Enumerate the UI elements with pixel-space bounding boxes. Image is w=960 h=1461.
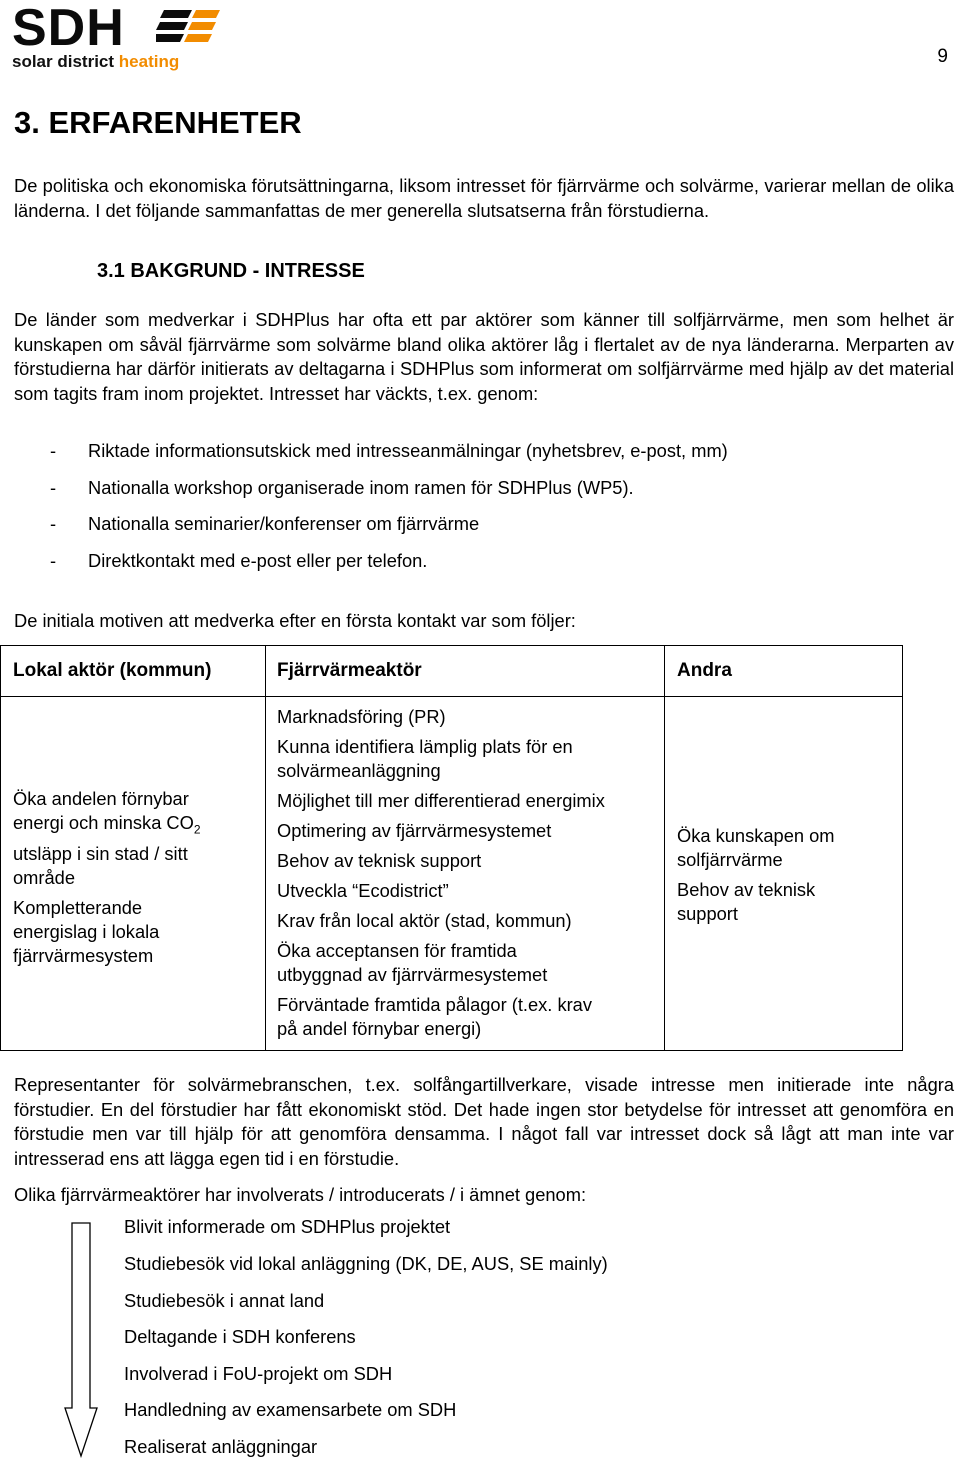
chapter-heading: 3. ERFARENHETER	[14, 105, 302, 140]
page-number: 9	[937, 46, 948, 67]
motives-table	[0, 645, 903, 1051]
logo-wordmark: SDH	[12, 0, 125, 57]
involvement-intro: Olika fjärrvärmeaktörer har involverats / introducerats / i ämnet genom:	[14, 1184, 587, 1205]
table-cell-other: Öka kunskapen om solfjärrvärme Behov av teknisk support	[677, 825, 835, 924]
motives-intro: De initiala motiven att medverka efter en första kontakt var som följer:	[14, 610, 576, 631]
table-divider	[664, 646, 665, 1050]
intro-paragraph: De politiska och ekonomiska förutsättningarna, liksom intresset för fjärrvärme och solvärme, varierar mellan de olika länderna. I det följande sammanfattas de mer generella slutsatserna från förstudierna.	[14, 175, 954, 221]
table-header-other: Andra	[677, 660, 732, 681]
list-item: Blivit informerade om SDHPlus projektet	[124, 1216, 451, 1237]
arrow-down-icon	[64, 1222, 98, 1458]
logo-bars-icon	[156, 8, 220, 44]
list-item: Studiebesök i annat land	[124, 1290, 325, 1311]
table-cell-local: Öka andelen förnybar energi och minska $CO_2$ utsläpp i sin stad / sitt område Kompletterande energislag i lokala fjärrvärmesystem	[13, 788, 201, 966]
list-item: Involverad i FoU-projekt om SDH	[124, 1363, 393, 1384]
representatives-paragraph: Representanter för solvärmebranschen, t.ex. solfångartillverkare, visade intresse men initierade inte några förstudier. En del förstudier har fått ekonomiskt stöd. Det hade ingen stor betydelse för intresset att genomföra en förstudie men var till hjälp för att genomföra densamma. I något fall var intresset dock så lågt att man inte var intresserad ens att lägga egen tid i en förstudie.	[14, 1074, 954, 1169]
list-item: Handledning av examensarbete om SDH	[124, 1399, 457, 1420]
table-header-local: Lokal aktör (kommun)	[13, 660, 212, 681]
list-item: Studiebesök vid lokal anläggning (DK, DE, AUS, SE mainly)	[124, 1253, 608, 1274]
list-item: Realiserat anläggningar	[124, 1436, 318, 1457]
table-divider	[265, 646, 266, 1050]
sdh-logo	[10, 0, 220, 72]
list-item: Deltagande i SDH konferens	[124, 1326, 356, 1347]
section-heading: 3.1 BAKGRUND - INTRESSE	[97, 260, 365, 282]
logo-tagline: solar district heating	[12, 52, 180, 71]
table-divider	[1, 696, 902, 697]
table-cell-district-heating: Marknadsföring (PR) Kunna identifiera lämplig plats för en solvärmeanläggning Möjlighet till mer differentierad energimix Optimering av fjärrvärmesystemet Behov av teknisk support Utveckla “Ecodistrict” Krav från local aktör (stad, kommun) Öka acceptansen för framtida utbyggnad av fjärrvärmesystemet Förväntade framtida pålagor (t.ex. krav på andel förnybar energi)	[277, 706, 605, 1039]
section-paragraph: De länder som medverkar i SDHPlus har ofta ett par aktörer som känner till solfjärrvärme, men som helhet är kunskapen om såväl fjärrvärme som solvärme bland olika aktörer låg i flertalet av de nya länderarna. Merparten av förstudierna har därför initierats av deltagarna i SDHPlus som informerat om solfjärrvärme med hjälp av det material som tagits fram inom projektet. Intresset har väckts, t.ex. genom:	[14, 309, 954, 404]
table-header-district-heating: Fjärrvärmeaktör	[277, 660, 422, 681]
